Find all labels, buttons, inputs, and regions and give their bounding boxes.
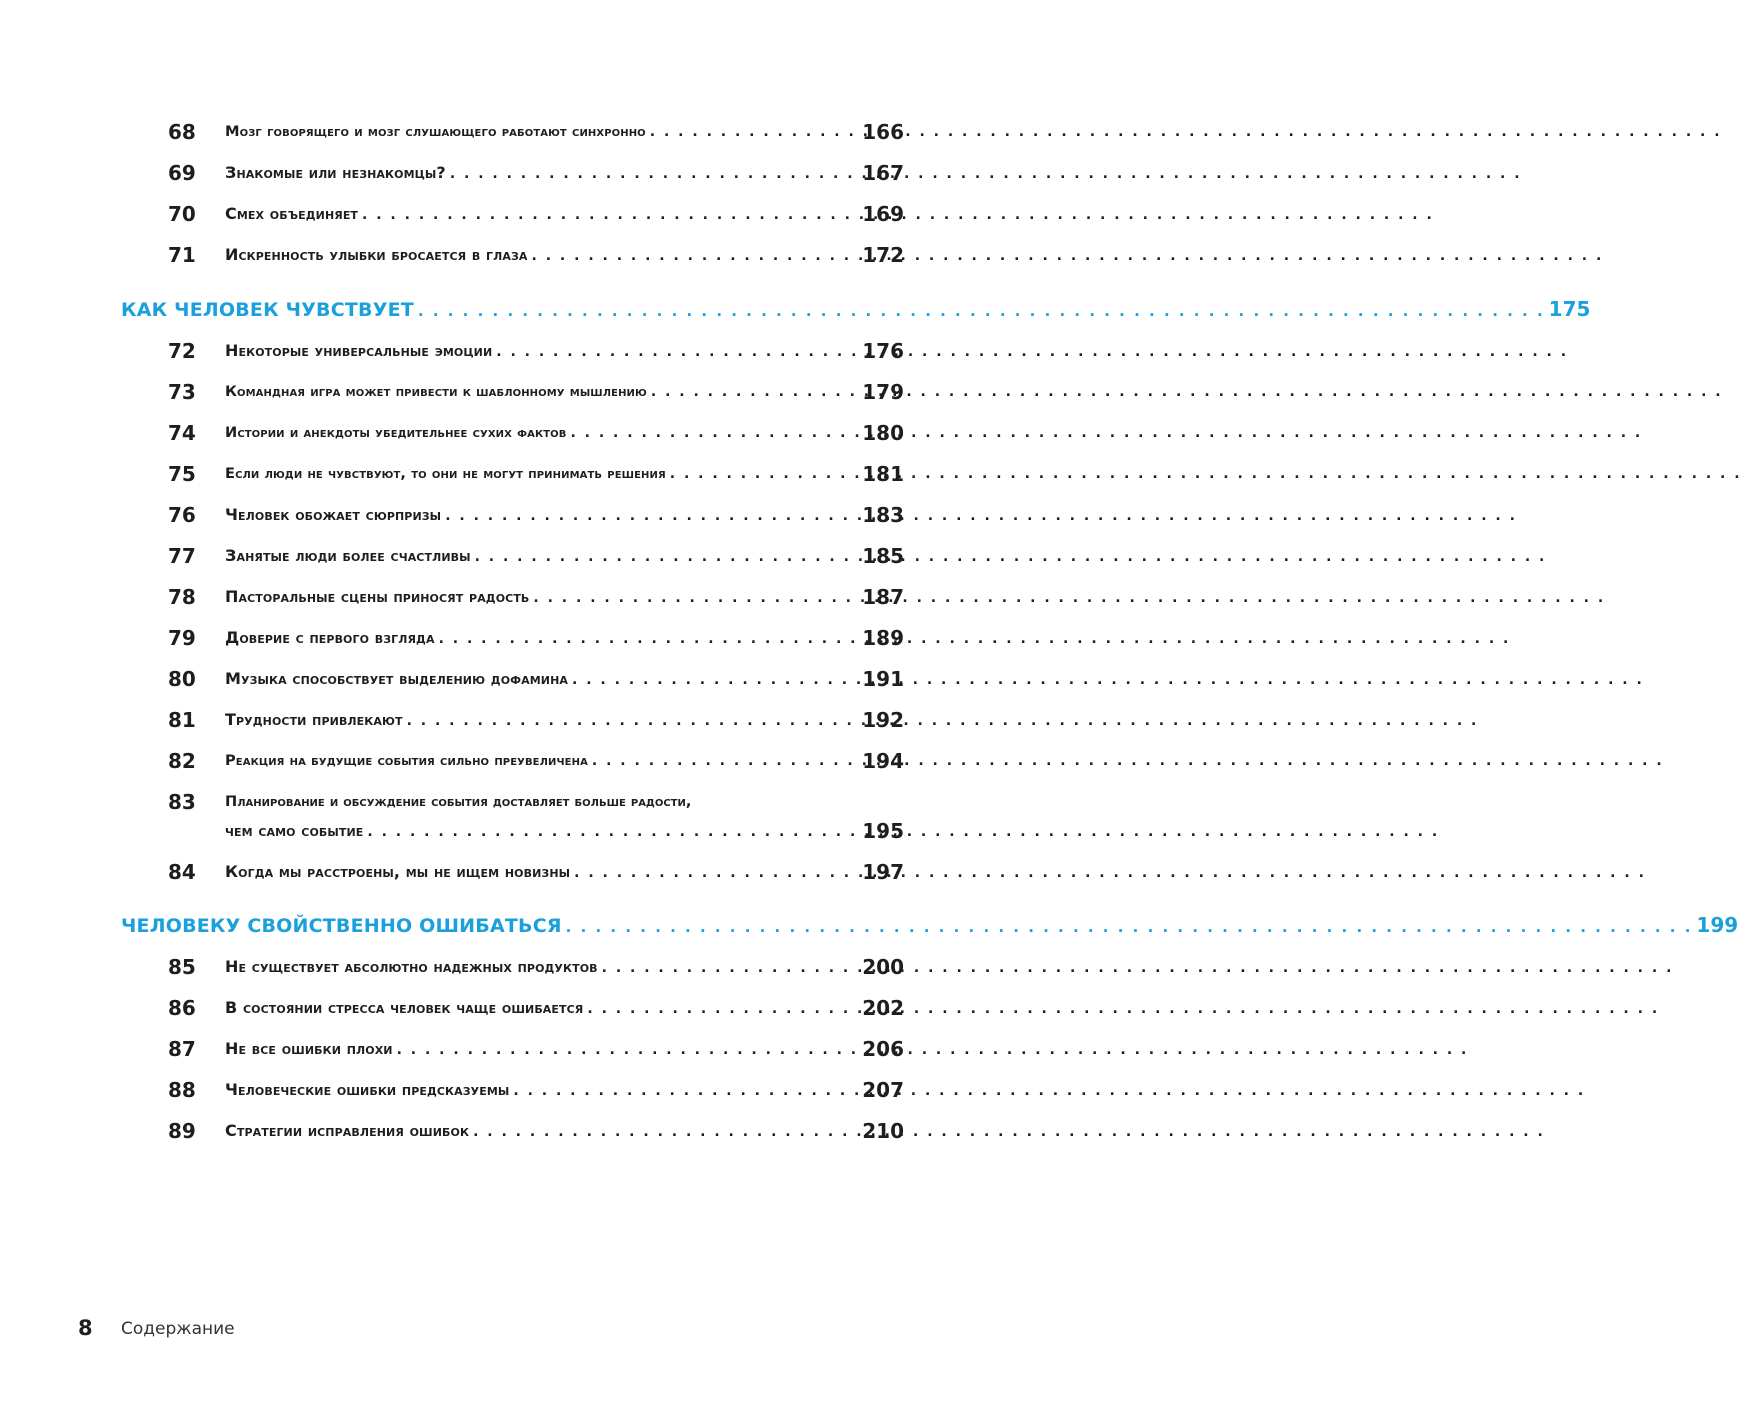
entry-number: 72	[168, 339, 196, 363]
entry-number: 70	[168, 202, 196, 226]
entry-title: Трудности привлекают	[225, 710, 403, 729]
entry-title: Музыка способствует выделению дофамина	[225, 669, 569, 688]
entry-number: 75	[168, 462, 196, 486]
entry-number: 76	[168, 503, 196, 527]
toc-entry-88[interactable]	[0, 1075, 1000, 1105]
dot-leader	[446, 159, 1522, 189]
entry-number: 73	[168, 380, 196, 404]
footer-page-number: 8	[78, 1316, 93, 1340]
toc-entry-87[interactable]	[0, 1034, 1000, 1064]
entry-number: 82	[168, 749, 196, 773]
toc-entry-78[interactable]	[0, 582, 1000, 612]
entry-number: 87	[168, 1037, 196, 1061]
entry-number: 83	[168, 790, 196, 814]
entry-number: 68	[168, 120, 196, 144]
entry-page: 200	[862, 955, 904, 979]
dot-leader	[509, 1076, 1585, 1106]
section-page: 199	[1696, 913, 1739, 937]
dot-leader	[666, 459, 1742, 489]
dot-leader	[570, 858, 1646, 888]
entry-number: 88	[168, 1078, 196, 1102]
entry-page: 166	[862, 120, 904, 144]
entry-number: 85	[168, 955, 196, 979]
section-page: 175	[1548, 297, 1591, 321]
entry-page: 195	[862, 819, 904, 843]
entry-page: 206	[862, 1037, 904, 1061]
entry-number: 79	[168, 626, 196, 650]
dot-leader	[583, 994, 1659, 1024]
toc-entry-82[interactable]	[0, 746, 1000, 776]
entry-page: 202	[862, 996, 904, 1020]
toc-entry-75[interactable]	[0, 459, 1000, 489]
entry-page: 192	[862, 708, 904, 732]
entry-number: 89	[168, 1119, 196, 1143]
dot-leader	[414, 295, 1545, 327]
toc-entry-84[interactable]	[0, 857, 1000, 887]
toc-entry-86[interactable]	[0, 993, 1000, 1023]
dot-leader	[393, 1035, 1469, 1065]
entry-page: 194	[862, 749, 904, 773]
entry-page: 210	[862, 1119, 904, 1143]
entry-page: 167	[862, 161, 904, 185]
section-title: КАК ЧЕЛОВЕК ЧУВСТВУЕТ	[121, 299, 414, 321]
entry-title: Истории и анекдоты убедительнее сухих фактов	[225, 424, 567, 441]
dot-leader	[647, 377, 1723, 407]
dot-leader	[469, 1117, 1545, 1147]
entry-number: 81	[168, 708, 196, 732]
entry-title: Реакция на будущие события сильно преувеличена	[225, 752, 588, 769]
dot-leader	[562, 911, 1693, 943]
entry-page: 189	[862, 626, 904, 650]
entry-page: 191	[862, 667, 904, 691]
section-heading-how-people-feel[interactable]	[121, 293, 1591, 325]
section-title: ЧЕЛОВЕКУ СВОЙСТВЕННО ОШИБАТЬСЯ	[121, 915, 562, 937]
entry-title: Некоторые универсальные эмоции	[225, 341, 493, 360]
entry-number: 71	[168, 243, 196, 267]
entry-page: 180	[862, 421, 904, 445]
entry-title: Смех объединяет	[225, 204, 359, 223]
toc-entry-72[interactable]	[0, 336, 1000, 366]
entry-title: Доверие с первого взгляда	[225, 628, 435, 647]
toc-entry-71[interactable]	[0, 240, 1000, 270]
entry-number: 84	[168, 860, 196, 884]
toc-entry-69[interactable]	[0, 158, 1000, 188]
entry-title: В состоянии стресса человек чаще ошибается	[225, 998, 584, 1017]
entry-number: 69	[168, 161, 196, 185]
entry-number: 77	[168, 544, 196, 568]
dot-leader	[646, 117, 1722, 147]
dot-leader	[566, 418, 1642, 448]
toc-entry-81[interactable]	[0, 705, 1000, 735]
toc-entry-77[interactable]	[0, 541, 1000, 571]
toc-entry-89[interactable]	[0, 1116, 1000, 1146]
toc-entry-83-continued[interactable]	[0, 816, 1000, 846]
entry-title: Мозг говорящего и мозг слушающего работают синхронно	[225, 123, 646, 140]
dot-leader	[588, 746, 1664, 776]
entry-page: 197	[862, 860, 904, 884]
dot-leader	[471, 542, 1547, 572]
entry-title-line2: чем само событие	[225, 821, 364, 840]
entry-number: 86	[168, 996, 196, 1020]
footer-label: Содержание	[121, 1319, 235, 1339]
entry-page: 172	[862, 243, 904, 267]
entry-title: Командная игра может привести к шаблонному мышлению	[225, 383, 647, 400]
toc-entry-70[interactable]	[0, 199, 1000, 229]
entry-page: 169	[862, 202, 904, 226]
entry-page: 181	[862, 462, 904, 486]
dot-leader	[528, 241, 1604, 271]
entry-title: Пасторальные сцены приносят радость	[225, 587, 530, 606]
entry-page: 207	[862, 1078, 904, 1102]
entry-title: Человеческие ошибки предсказуемы	[225, 1080, 510, 1099]
entry-page: 176	[862, 339, 904, 363]
toc-entry-79[interactable]	[0, 623, 1000, 653]
toc-entry-85[interactable]	[0, 952, 1000, 982]
entry-page: 185	[862, 544, 904, 568]
entry-title: Когда мы расстроены, мы не ищем новизны	[225, 862, 571, 881]
entry-page: 183	[862, 503, 904, 527]
dot-leader	[435, 624, 1511, 654]
dot-leader	[598, 953, 1674, 983]
dot-leader	[403, 706, 1479, 736]
entry-page: 179	[862, 380, 904, 404]
dot-leader	[529, 583, 1605, 613]
entry-number: 74	[168, 421, 196, 445]
entry-title-line1: Планирование и обсуждение события доставляет больше радости,	[225, 793, 692, 810]
entry-title: Не все ошибки плохи	[225, 1039, 393, 1058]
entry-number: 78	[168, 585, 196, 609]
entry-title: Знакомые или незнакомцы?	[225, 163, 446, 182]
entry-title: Не существует абсолютно надежных продуктов	[225, 957, 598, 976]
toc-entry-83[interactable]	[0, 787, 1000, 817]
entry-title: Человек обожает сюрпризы	[225, 505, 442, 524]
dot-leader	[492, 337, 1568, 367]
dot-leader	[441, 501, 1517, 531]
toc-entry-80[interactable]	[0, 664, 1000, 694]
dot-leader	[568, 665, 1644, 695]
section-heading-human-error[interactable]	[121, 909, 1739, 941]
entry-title: Занятые люди более счастливы	[225, 546, 471, 565]
entry-title: Если люди не чувствуют, то они не могут принимать решения	[225, 465, 666, 482]
entry-page: 187	[862, 585, 904, 609]
entry-title: Искренность улыбки бросается в глаза	[225, 245, 528, 264]
entry-title: Стратегии исправления ошибок	[225, 1121, 470, 1140]
toc-entry-73[interactable]	[0, 377, 1000, 407]
entry-number: 80	[168, 667, 196, 691]
toc-entry-68[interactable]	[0, 117, 1000, 147]
toc-entry-74[interactable]	[0, 418, 1000, 448]
toc-entry-76[interactable]	[0, 500, 1000, 530]
